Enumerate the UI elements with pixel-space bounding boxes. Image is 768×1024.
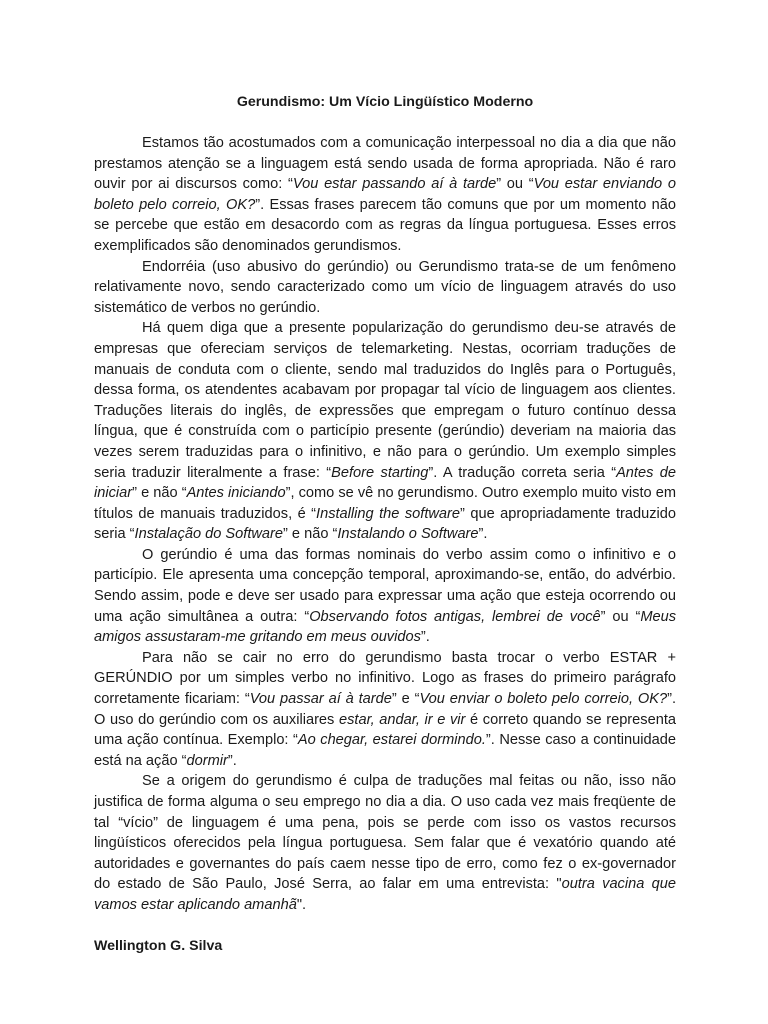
italic-text: Vou enviar o boleto pelo correio, OK? xyxy=(419,691,668,708)
text-run: ”. A tradução correta seria “ xyxy=(428,464,617,481)
italic-text: Instalando o Software xyxy=(337,526,479,543)
text-run: ” ou “ xyxy=(600,608,641,625)
italic-text: Vou estar passando aí à tarde xyxy=(292,176,497,193)
italic-text: Installing the software xyxy=(316,505,461,522)
paragraph xyxy=(94,133,676,257)
text-run: ” e “ xyxy=(391,691,420,708)
text-run: ". xyxy=(296,896,307,913)
document-title: Gerundismo: Um Vício Lingüístico Moderno xyxy=(236,94,534,110)
italic-text: Antes iniciando xyxy=(186,485,286,502)
italic-text: estar, andar, ir e vir xyxy=(338,711,466,728)
document-body xyxy=(94,133,676,916)
text-run: ”. Essas frases parecem tão comuns que por um momento não se percebe que estão em desacordo com as regras da língua portuguesa. Esses erros exemplificados são denominados gerundismos. xyxy=(94,196,676,254)
text-run: ”, como se vê no gerundismo. Outro exemplo muito visto em títulos de manuais traduzidos, é “ xyxy=(94,485,676,522)
text-run: ”. O uso do gerúndio com os auxiliares xyxy=(94,691,677,728)
italic-text: outra vacina que vamos estar aplicando amanhã xyxy=(94,876,676,913)
text-run: ” ou “ xyxy=(496,176,534,193)
text-run: ”. Nesse caso a continuidade está na ação “ xyxy=(94,732,676,769)
text-run: Se a origem do gerundismo é culpa de traduções mal feitas ou não, isso não justifica de forma alguma o seu emprego no dia a dia. O uso cada vez mais freqüente de tal “vício” de linguagem é uma pena, pois se perde com isso os vastos recursos lingüísticos oferecidos pela língua portuguesa. Sem falar que é vexatório quando até autoridades e governantes do país caem nesse tipo de erro, como fez o ex-governador do estado de São Paulo, José Serra, ao falar em uma entrevista: " xyxy=(94,773,676,893)
author-name: Wellington G. Silva xyxy=(94,937,223,954)
italic-text: Ao chegar, estarei dormindo. xyxy=(297,732,486,749)
italic-text: Vou passar aí à tarde xyxy=(249,691,392,708)
italic-text: Meus amigos assustaram-me gritando em meus ouvidos xyxy=(94,608,676,646)
text-run: ”. xyxy=(227,752,237,769)
text-run: é correto quando se representa uma ação contínua. Exemplo: “ xyxy=(94,711,676,749)
text-run: ” e não “ xyxy=(283,526,338,543)
text-run: Para não se cair no erro do gerundismo basta trocar o verbo ESTAR + GERÚNDIO por um simples verbo no infinitivo. Logo as frases do primeiro parágrafo corretamente ficariam: “ xyxy=(94,649,676,708)
text-run: O gerúndio é uma das formas nominais do verbo assim como o infinitivo e o particípio. Ele apresenta uma concepção temporal, aproximando-se, então, do advérbio. Sendo assim, pode e deve ser usado para expressar uma ação que esteja ocorrendo ou uma ação simultânea a outra: “ xyxy=(94,546,676,625)
paragraph xyxy=(94,257,676,319)
paragraph xyxy=(94,771,676,915)
italic-text: Before starting xyxy=(331,464,429,481)
text-run: ”. xyxy=(478,526,488,543)
text-run: ” e não “ xyxy=(132,485,187,502)
text-run: ”. xyxy=(420,629,430,646)
text-run: Há quem diga que a presente popularização do gerundismo deu-se através de empresas que ofereciam serviços de telemarketing. Nestas, ocorriam traduções de manuais de conduta com o cliente, sendo mal traduzidos do Inglês para o Português, dessa forma, os atendentes acabavam por propagar tal vício de linguagem aos clientes. Traduções literais do inglês, de expressões que empregam o futuro contínuo dessa língua, que é construída com o particípio presente (gerúndio) deveriam na maioria das vezes serem traduzidas para o infinitivo, e não para o gerúndio. Um exemplo simples seria traduzir literalmente a frase: “ xyxy=(94,320,676,481)
italic-text: Instalação do Software xyxy=(134,526,284,543)
italic-text: dormir xyxy=(186,752,228,769)
text-run: ” que apropriadamente traduzido seria “ xyxy=(94,505,676,543)
italic-text: Antes de iniciar xyxy=(94,464,676,502)
paragraph xyxy=(94,545,676,648)
document-page xyxy=(94,92,676,956)
text-run: Estamos tão acostumados com a comunicação interpessoal no dia a dia que não prestamos atenção se a linguagem está sendo usada de forma apropriada. Não é raro ouvir por ai discursos como: “ xyxy=(94,135,676,193)
paragraph xyxy=(94,648,676,772)
italic-text: Observando fotos antigas, lembrei de você xyxy=(309,608,601,625)
paragraph xyxy=(94,318,676,545)
text-run: Endorréia (uso abusivo do gerúndio) ou Gerundismo trata-se de um fenômeno relativamente novo, sendo caracterizado como um vício de linguagem através do uso sistemático de verbos no gerúndio. xyxy=(94,258,676,316)
italic-text: Vou estar enviando o boleto pelo correio, OK? xyxy=(94,176,676,213)
